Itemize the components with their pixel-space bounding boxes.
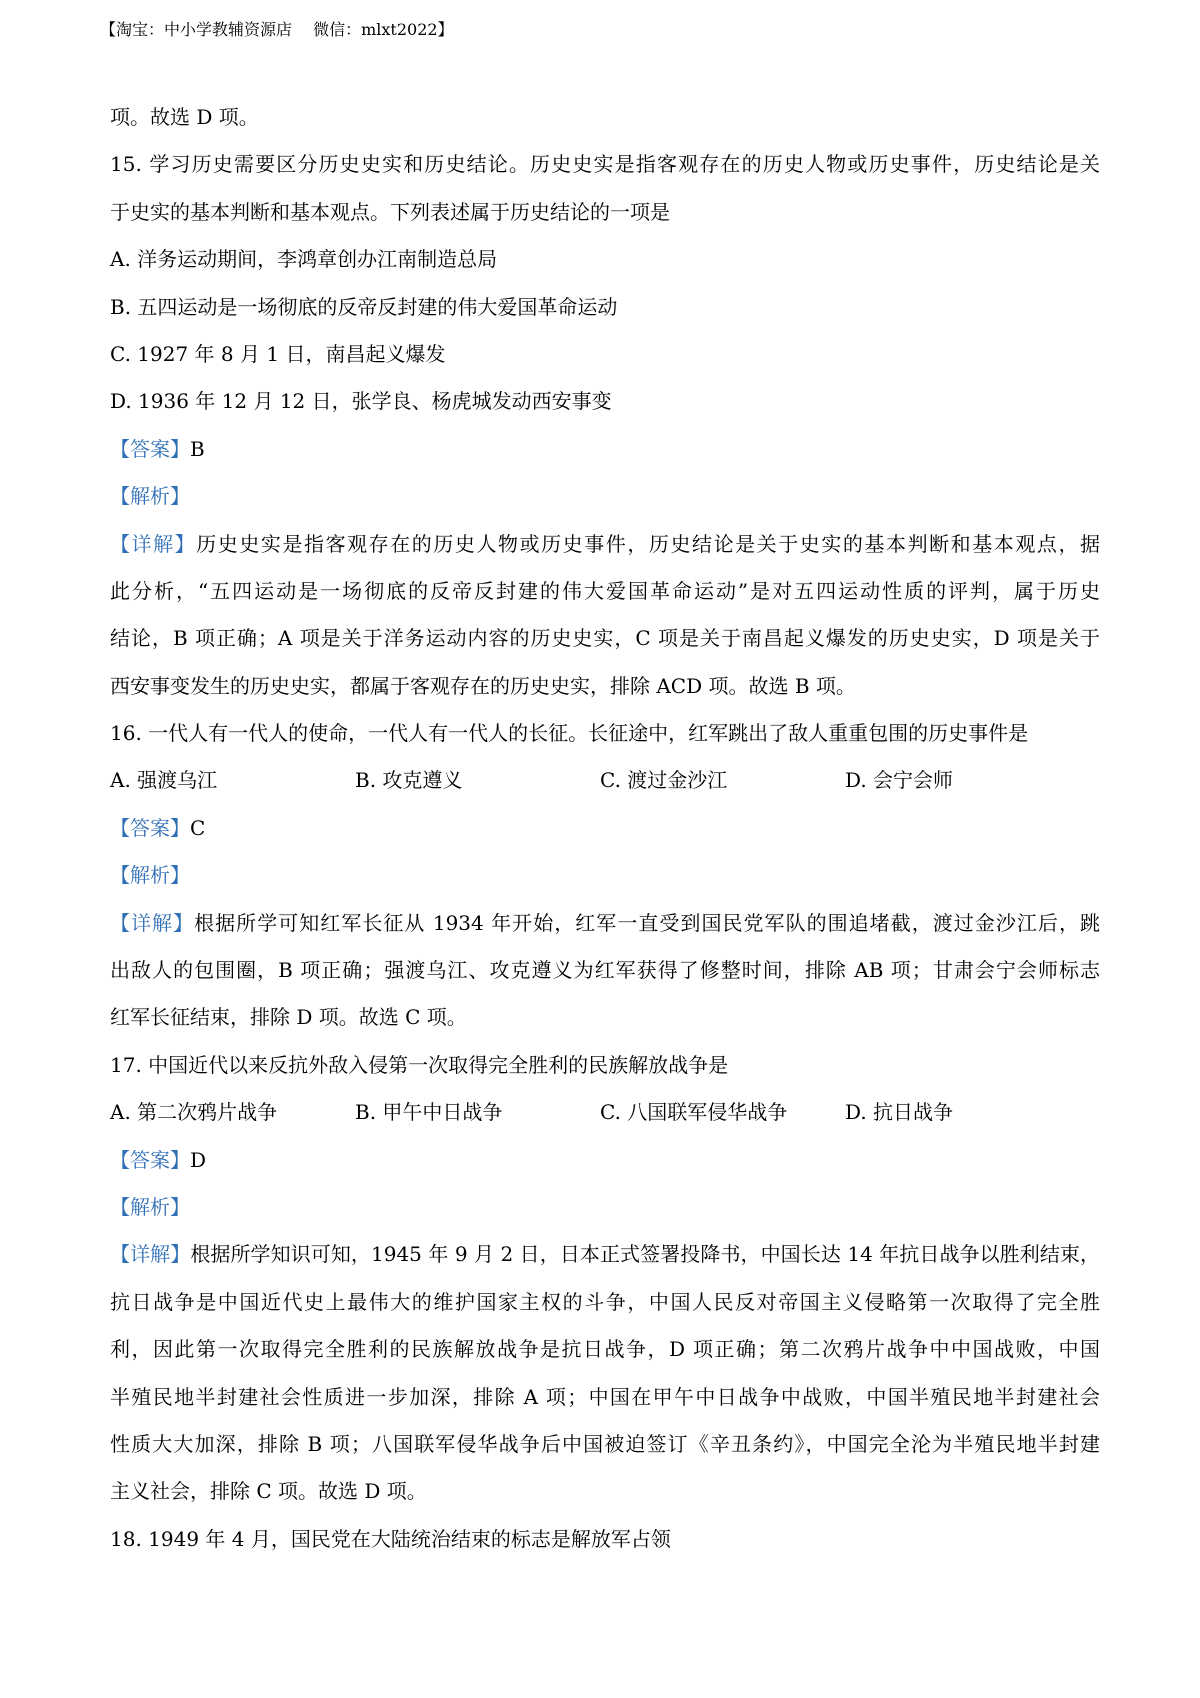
detail-line: 此分析，“五四运动是一场彻底的反帝反封建的伟大爱国革命运动”是对五四运动性质的评判，属于历史 <box>110 578 1100 603</box>
question-16-option-b: B. 攻克遵义 <box>355 768 463 793</box>
analysis-tag: 【解析】 <box>110 484 190 509</box>
detail-line: 红军长征结束，排除 D 项。故选 C 项。 <box>110 1005 467 1030</box>
detail-line: 出敌人的包围圈，B 项正确；强渡乌江、攻克遵义为红军获得了修整时间，排除 AB 项；甘肃会宁会师标志 <box>110 958 1100 983</box>
question-17-answer <box>110 1137 1100 1184</box>
detail-tag: 【详解】 <box>110 1242 191 1267</box>
detail-line: 西安事变发生的历史史实，都属于客观存在的历史史实，排除 ACD 项。故选 B 项。 <box>110 673 856 698</box>
detail-tag: 【详解】 <box>110 910 195 935</box>
text-line: 项。故选 D 项。 <box>110 105 259 129</box>
analysis-tag: 【解析】 <box>110 1194 190 1219</box>
detail-line: 抗日战争是中国近代史上最伟大的维护国家主权的斗争，中国人民反对帝国主义侵略第一次取得了完全胜 <box>110 1289 1100 1314</box>
detail-text: 根据所学可知红军长征从 1934 年开始，红军一直受到国民党军队的围追堵截，渡过金沙江后，跳 <box>194 910 1100 935</box>
question-16-option-d: D. 会宁会师 <box>845 768 954 793</box>
document-body <box>110 94 1100 1563</box>
question-17-option-d: D. 抗日战争 <box>845 1100 954 1125</box>
page-header: 【淘宝：中小学教辅资源店 微信：mlxt2022】 <box>100 20 454 39</box>
analysis-tag: 【解析】 <box>110 863 190 888</box>
question-16-answer <box>110 805 1100 852</box>
detail-line: 半殖民地半封建社会性质进一步加深，排除 A 项；中国在甲午中日战争中战败，中国半殖民地半封建社会 <box>110 1384 1100 1409</box>
detail-text: 根据所学知识可知，1945 年 9 月 2 日，日本正式签署投降书，中国长达 14 年抗日战争以胜利结束， <box>190 1242 1100 1267</box>
question-17-option-a: A. 第二次鸦片战争 <box>110 1100 278 1125</box>
question-17-option-c: C. 八国联军侵华战争 <box>600 1100 788 1125</box>
answer-tag: 【答案】 <box>110 436 190 461</box>
detail-tag: 【详解】 <box>110 531 197 556</box>
detail-line: 主义社会，排除 C 项。故选 D 项。 <box>110 1479 427 1504</box>
question-16-stem: 16. 一代人有一代人的使命，一代人有一代人的长征。长征途中，红军跳出了敌人重重包围的历史事件是 <box>110 721 1029 746</box>
question-15-option-c: C. 1927 年 8 月 1 日，南昌起义爆发 <box>110 341 446 366</box>
question-15-option-b: B. 五四运动是一场彻底的反帝反封建的伟大爱国革命运动 <box>110 294 618 319</box>
question-15-stem: 15. 学习历史需要区分历史史实和历史结论。历史史实是指客观存在的历史人物或历史事件，历史结论是关 <box>110 152 1100 177</box>
question-17-options <box>110 1089 1100 1136</box>
detail-line: 性质大大加深，排除 B 项；八国联军侵华战争后中国被迫签订《辛丑条约》，中国完全沦为半殖民地半封建 <box>110 1431 1100 1456</box>
detail-text: 历史史实是指客观存在的历史人物或历史事件，历史结论是关于史实的基本判断和基本观点，据 <box>196 531 1101 556</box>
question-17-analysis <box>110 1184 1100 1231</box>
question-16-options <box>110 757 1100 804</box>
answer-value: B <box>190 436 205 461</box>
answer-value: C <box>190 815 206 840</box>
question-15-stem-cont: 于史实的基本判断和基本观点。下列表述属于历史结论的一项是 <box>110 199 670 224</box>
question-17-stem: 17. 中国近代以来反抗外敌入侵第一次取得完全胜利的民族解放战争是 <box>110 1052 729 1077</box>
question-16-option-a: A. 强渡乌江 <box>110 768 218 793</box>
answer-value: D <box>190 1147 207 1172</box>
question-15-option-d: D. 1936 年 12 月 12 日，张学良、杨虎城发动西安事变 <box>110 389 612 414</box>
question-17-option-b: B. 甲午中日战争 <box>355 1100 503 1125</box>
question-16-analysis <box>110 852 1100 899</box>
question-16-option-c: C. 渡过金沙江 <box>600 768 728 793</box>
answer-tag: 【答案】 <box>110 815 190 840</box>
question-15-option-a: A. 洋务运动期间，李鸿章创办江南制造总局 <box>110 247 498 272</box>
question-15-answer <box>110 426 1100 473</box>
question-15-detail <box>110 521 1100 568</box>
detail-line: 结论，B 项正确；A 项是关于洋务运动内容的历史史实，C 项是关于南昌起义爆发的历史史实，D 项是关于 <box>110 626 1100 651</box>
question-17-detail <box>110 1231 1100 1278</box>
question-18-stem: 18. 1949 年 4 月，国民党在大陆统治结束的标志是解放军占领 <box>110 1526 671 1551</box>
detail-line: 利，因此第一次取得完全胜利的民族解放战争是抗日战争，D 项正确；第二次鸦片战争中中国战败，中国 <box>110 1337 1100 1362</box>
question-16-detail <box>110 900 1100 947</box>
answer-tag: 【答案】 <box>110 1147 190 1172</box>
question-15-analysis <box>110 473 1100 520</box>
